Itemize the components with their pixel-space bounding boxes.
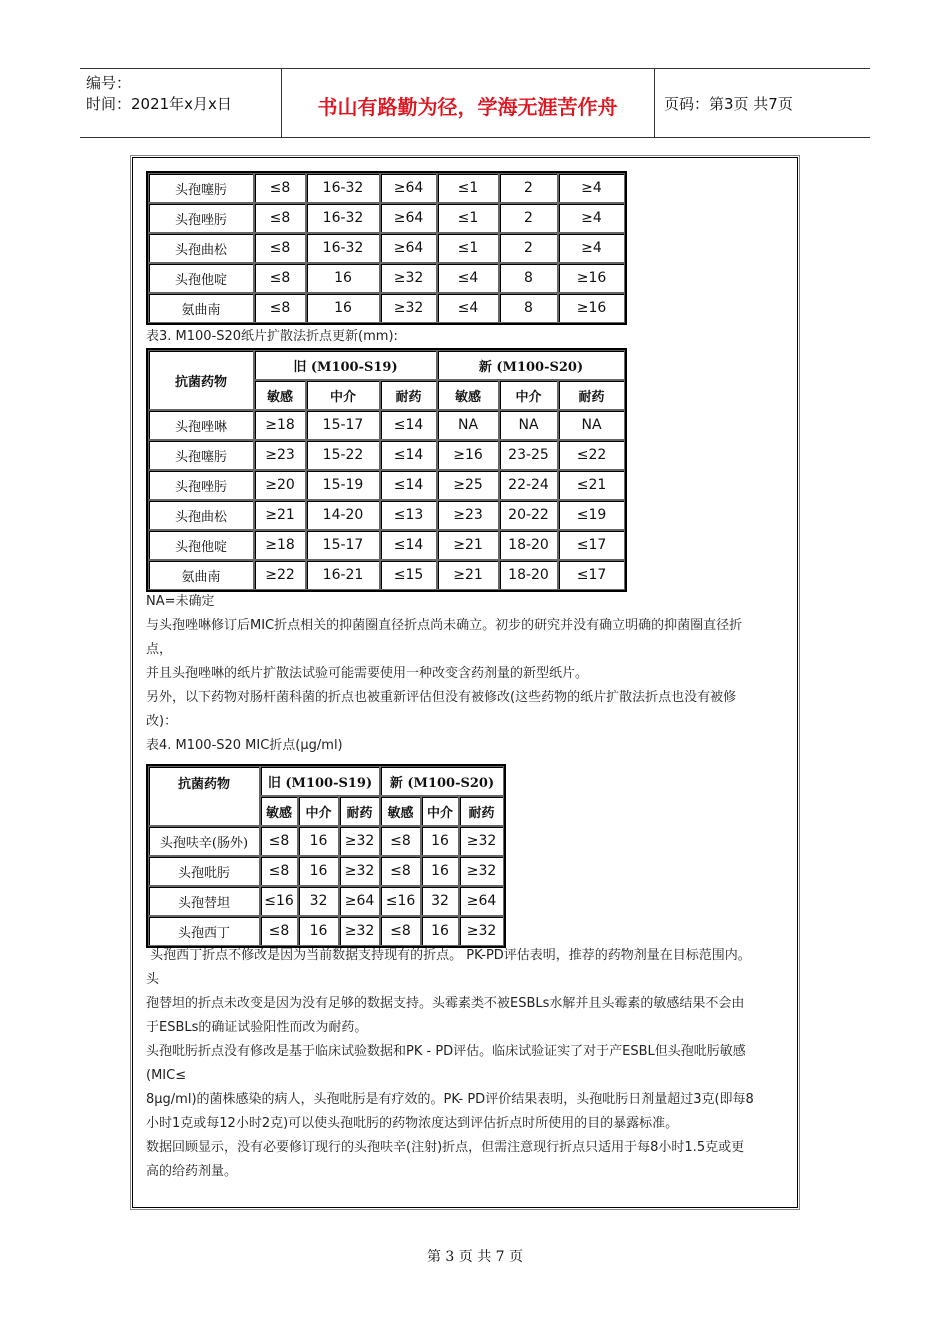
drug-name-cell: 头孢唑肟 bbox=[148, 203, 254, 233]
value-cell: ≤1 bbox=[437, 233, 499, 263]
text-line: 高的给药剂量。 bbox=[146, 1164, 238, 1179]
page-label: 页码：第3页 共7页 bbox=[664, 95, 793, 113]
table-row bbox=[148, 293, 625, 323]
value-cell: ≥64 bbox=[380, 173, 437, 203]
drug-name-cell: 头孢他啶 bbox=[148, 530, 254, 560]
table-row bbox=[148, 173, 625, 203]
mic-table-continued bbox=[146, 171, 627, 325]
new-header: 新 (M100-S20) bbox=[437, 350, 625, 380]
table-row bbox=[148, 440, 625, 470]
table-row bbox=[148, 560, 625, 590]
value-cell: ≤1 bbox=[437, 173, 499, 203]
value-cell: 18-20 bbox=[499, 530, 558, 560]
drug-name-cell: 头孢吡肟 bbox=[148, 856, 260, 886]
value-cell: ≥21 bbox=[437, 530, 499, 560]
text-line: 小时1克或每12小时2克)可以使头孢吡肟的药物浓度达到评估折点时所使用的目的暴露标准。 bbox=[146, 1116, 679, 1131]
table-row bbox=[148, 233, 625, 263]
drug-name-cell: 头孢噻肟 bbox=[148, 440, 254, 470]
value-cell: ≥21 bbox=[254, 500, 306, 530]
value-cell: ≥4 bbox=[558, 203, 625, 233]
table-row bbox=[148, 263, 625, 293]
value-cell: ≤8 bbox=[260, 856, 298, 886]
value-cell: ≤8 bbox=[254, 263, 306, 293]
table-row bbox=[148, 916, 504, 946]
drug-name-cell: 氨曲南 bbox=[148, 560, 254, 590]
value-cell: 16 bbox=[298, 826, 339, 856]
sub-header: 敏感 bbox=[260, 796, 298, 826]
value-cell: 8 bbox=[499, 263, 558, 293]
text-line: 8μg/ml)的菌株感染的病人，头孢吡肟是有疗效的。PK- PD评价结果表明，头孢吡肟日剂量超过3克(即每8 bbox=[146, 1092, 754, 1107]
sub-header: 敏感 bbox=[437, 380, 499, 410]
text-line: 另外，以下药物对肠杆菌科菌的折点也被重新评估但没有被修改(这些药物的纸片扩散法折点也没有被修 bbox=[146, 690, 737, 705]
bottom-paragraphs bbox=[146, 944, 790, 1184]
value-cell: ≥32 bbox=[339, 916, 380, 946]
drug-name-cell: 头孢替坦 bbox=[148, 886, 260, 916]
sub-header: 耐药 bbox=[380, 380, 437, 410]
value-cell: ≥32 bbox=[459, 826, 504, 856]
value-cell: 16 bbox=[298, 916, 339, 946]
value-cell: ≤8 bbox=[254, 233, 306, 263]
drug-name-cell: 氨曲南 bbox=[148, 293, 254, 323]
value-cell: ≥18 bbox=[254, 530, 306, 560]
value-cell: ≤17 bbox=[558, 530, 625, 560]
value-cell: 14-20 bbox=[306, 500, 380, 530]
value-cell: 16 bbox=[298, 856, 339, 886]
text-line: 表4. M100-S20 MIC折点(μg/ml) bbox=[146, 738, 343, 753]
number-label: 编号： bbox=[86, 74, 132, 92]
value-cell: ≥64 bbox=[380, 233, 437, 263]
table-row bbox=[148, 500, 625, 530]
value-cell: ≥64 bbox=[339, 886, 380, 916]
value-cell: ≤8 bbox=[380, 856, 421, 886]
value-cell: ≥32 bbox=[380, 293, 437, 323]
table-row bbox=[148, 530, 625, 560]
drug-name-cell: 头孢曲松 bbox=[148, 233, 254, 263]
value-cell: ≤8 bbox=[260, 826, 298, 856]
value-cell: ≤1 bbox=[437, 203, 499, 233]
text-line: 头孢西丁折点不修改是因为当前数据支持现有的折点。 PK-PD评估表明，推荐的药物剂量在目标范围内。 bbox=[146, 948, 751, 963]
text-line: 改)： bbox=[146, 714, 178, 729]
old-header: 旧 (M100-S19) bbox=[260, 766, 380, 796]
value-cell: ≤19 bbox=[558, 500, 625, 530]
value-cell: 16 bbox=[306, 263, 380, 293]
value-cell: ≤4 bbox=[437, 293, 499, 323]
value-cell: ≥25 bbox=[437, 470, 499, 500]
old-header: 旧 (M100-S19) bbox=[254, 350, 437, 380]
value-cell: ≥20 bbox=[254, 470, 306, 500]
text-line: 点， bbox=[146, 642, 173, 657]
sub-header: 中介 bbox=[306, 380, 380, 410]
value-cell: ≤15 bbox=[380, 560, 437, 590]
value-cell: 16 bbox=[421, 826, 459, 856]
mid-paragraphs bbox=[146, 590, 786, 758]
drug-name-cell: 头孢唑肟 bbox=[148, 470, 254, 500]
value-cell: 20-22 bbox=[499, 500, 558, 530]
value-cell: 32 bbox=[298, 886, 339, 916]
value-cell: ≤14 bbox=[380, 470, 437, 500]
text-line: 与头孢唑啉修订后MIC折点相关的抑菌圈直径折点尚未确立。初步的研究并没有确立明确的抑菌圈直径折 bbox=[146, 618, 743, 633]
value-cell: ≤14 bbox=[380, 530, 437, 560]
text-line: 头孢吡肟折点没有修改是基于临床试验数据和PK - PD评估。临床试验证实了对于产ESBL但头孢吡肟敏感 bbox=[146, 1044, 746, 1059]
value-cell: 15-17 bbox=[306, 530, 380, 560]
value-cell: 15-17 bbox=[306, 410, 380, 440]
value-cell: ≥64 bbox=[459, 886, 504, 916]
table-row bbox=[148, 470, 625, 500]
value-cell: ≥32 bbox=[339, 856, 380, 886]
text-line: 于ESBLs的确证试验阳性而改为耐药。 bbox=[146, 1020, 368, 1035]
drug-name-cell: 头孢噻肟 bbox=[148, 173, 254, 203]
sub-header: 敏感 bbox=[254, 380, 306, 410]
value-cell: ≤22 bbox=[558, 440, 625, 470]
value-cell: 23-25 bbox=[499, 440, 558, 470]
value-cell: ≥32 bbox=[459, 856, 504, 886]
disk-diffusion-table bbox=[146, 348, 627, 592]
value-cell: NA bbox=[437, 410, 499, 440]
value-cell: ≤16 bbox=[260, 886, 298, 916]
value-cell: ≤14 bbox=[380, 410, 437, 440]
value-cell: 32 bbox=[421, 886, 459, 916]
value-cell: 15-19 bbox=[306, 470, 380, 500]
drug-header: 抗菌药物 bbox=[148, 350, 254, 410]
page-footer: 第 3 页 共 7 页 bbox=[426, 1249, 524, 1265]
value-cell: ≥16 bbox=[558, 293, 625, 323]
value-cell: ≤17 bbox=[558, 560, 625, 590]
value-cell: 16-32 bbox=[306, 203, 380, 233]
table-row bbox=[148, 826, 504, 856]
value-cell: ≤13 bbox=[380, 500, 437, 530]
sub-header: 中介 bbox=[499, 380, 558, 410]
value-cell: ≥32 bbox=[339, 826, 380, 856]
value-cell: ≤8 bbox=[380, 916, 421, 946]
value-cell: 2 bbox=[499, 173, 558, 203]
value-cell: ≤8 bbox=[380, 826, 421, 856]
value-cell: ≥23 bbox=[437, 500, 499, 530]
text-line: 数据回顾显示，没有必要修订现行的头孢呋辛(注射)折点，但需注意现行折点只适用于每8小时1.5克或更 bbox=[146, 1140, 745, 1155]
table-row bbox=[148, 203, 625, 233]
value-cell: 16-32 bbox=[306, 233, 380, 263]
table-row bbox=[148, 856, 504, 886]
value-cell: 16 bbox=[306, 293, 380, 323]
value-cell: ≤4 bbox=[437, 263, 499, 293]
value-cell: ≥21 bbox=[437, 560, 499, 590]
drug-name-cell: 头孢曲松 bbox=[148, 500, 254, 530]
drug-name-cell: 头孢西丁 bbox=[148, 916, 260, 946]
value-cell: ≥64 bbox=[380, 203, 437, 233]
value-cell: ≥32 bbox=[459, 916, 504, 946]
drug-name-cell: 头孢唑啉 bbox=[148, 410, 254, 440]
text-line: NA=未确定 bbox=[146, 594, 215, 609]
value-cell: ≤14 bbox=[380, 440, 437, 470]
sub-header: 中介 bbox=[298, 796, 339, 826]
value-cell: ≤8 bbox=[254, 203, 306, 233]
value-cell: NA bbox=[558, 410, 625, 440]
value-cell: ≥22 bbox=[254, 560, 306, 590]
value-cell: 16-21 bbox=[306, 560, 380, 590]
new-header: 新 (M100-S20) bbox=[380, 766, 504, 796]
value-cell: 16-32 bbox=[306, 173, 380, 203]
drug-name-cell: 头孢他啶 bbox=[148, 263, 254, 293]
sub-header: 敏感 bbox=[380, 796, 421, 826]
value-cell: ≥23 bbox=[254, 440, 306, 470]
text-line: 孢替坦的折点未改变是因为没有足够的数据支持。头霉素类不被ESBLs水解并且头霉素的敏感结果不会由 bbox=[146, 996, 745, 1011]
divider bbox=[654, 69, 655, 137]
value-cell: ≤16 bbox=[380, 886, 421, 916]
value-cell: 2 bbox=[499, 233, 558, 263]
value-cell: 2 bbox=[499, 203, 558, 233]
value-cell: ≤8 bbox=[254, 173, 306, 203]
sub-header: 耐药 bbox=[558, 380, 625, 410]
value-cell: ≤8 bbox=[254, 293, 306, 323]
table3-caption: 表3. M100-S20纸片扩散法折点更新(mm): bbox=[146, 329, 398, 344]
value-cell: ≥32 bbox=[380, 263, 437, 293]
value-cell: ≤8 bbox=[260, 916, 298, 946]
value-cell: ≥4 bbox=[558, 173, 625, 203]
text-line: 并且头孢唑啉的纸片扩散法试验可能需要使用一种改变含药剂量的新型纸片。 bbox=[146, 666, 589, 681]
table-row bbox=[148, 886, 504, 916]
sub-header: 中介 bbox=[421, 796, 459, 826]
value-cell: ≥18 bbox=[254, 410, 306, 440]
sub-header: 耐药 bbox=[339, 796, 380, 826]
text-line: (MIC≤ bbox=[146, 1068, 187, 1083]
value-cell: ≤21 bbox=[558, 470, 625, 500]
value-cell: ≥16 bbox=[558, 263, 625, 293]
time-label: 时间：2021年x月x日 bbox=[86, 95, 232, 113]
value-cell: ≥4 bbox=[558, 233, 625, 263]
value-cell: 16 bbox=[421, 916, 459, 946]
mic-table-4 bbox=[146, 764, 506, 948]
text-line: 头 bbox=[146, 972, 160, 987]
value-cell: ≥16 bbox=[437, 440, 499, 470]
value-cell: 18-20 bbox=[499, 560, 558, 590]
drug-name-cell: 头孢呋辛(肠外) bbox=[148, 826, 260, 856]
page-header bbox=[80, 68, 870, 138]
drug-header: 抗菌药物 bbox=[148, 766, 260, 826]
table-row bbox=[148, 410, 625, 440]
value-cell: 8 bbox=[499, 293, 558, 323]
motto: 书山有路勤为径，学海无涯苦作舟 bbox=[317, 95, 618, 119]
value-cell: 22-24 bbox=[499, 470, 558, 500]
value-cell: 16 bbox=[421, 856, 459, 886]
header-meta bbox=[86, 73, 232, 115]
value-cell: NA bbox=[499, 410, 558, 440]
value-cell: 15-22 bbox=[306, 440, 380, 470]
sub-header: 耐药 bbox=[459, 796, 504, 826]
